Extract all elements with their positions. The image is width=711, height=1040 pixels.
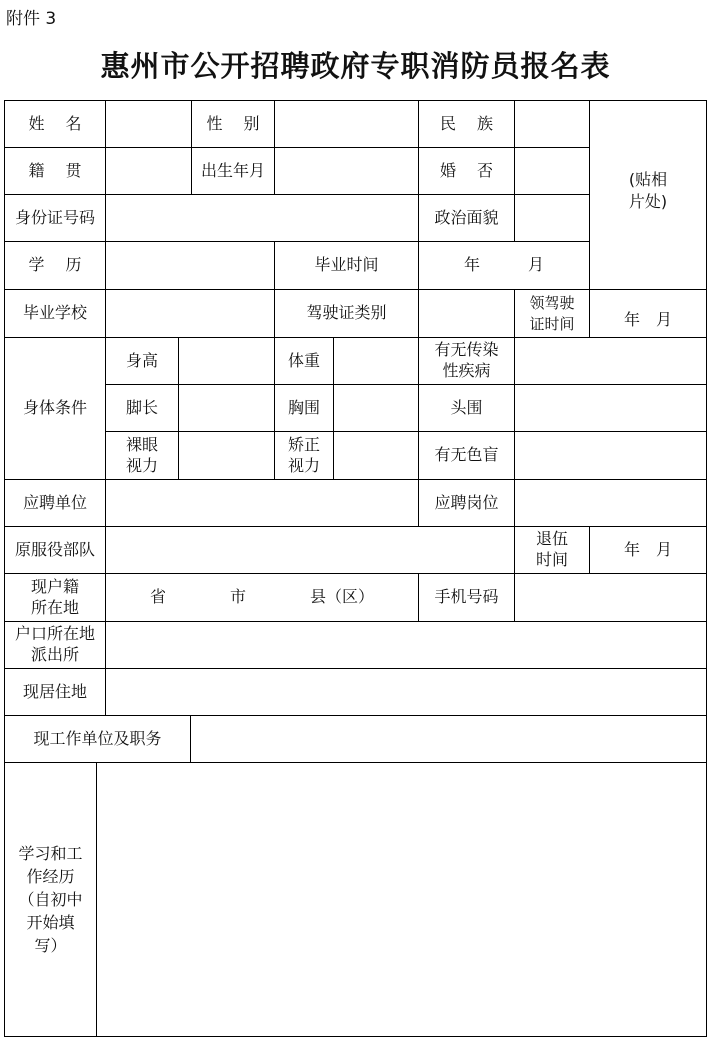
weight-label: 体重 (274, 337, 334, 385)
name-field[interactable] (105, 100, 192, 148)
experience-field[interactable] (96, 762, 707, 1037)
political-field[interactable] (514, 194, 590, 242)
id-number-label: 身份证号码 (4, 194, 106, 242)
grad-time-field[interactable]: 年 月 (418, 241, 590, 290)
discharge-time-field[interactable]: 年 月 (589, 526, 707, 574)
naked-vision-label: 裸眼 视力 (105, 431, 179, 480)
marital-label: 婚 否 (418, 147, 515, 195)
grad-school-label: 毕业学校 (4, 289, 106, 338)
height-field[interactable] (178, 337, 275, 385)
form-title: 惠州市公开招聘政府专职消防员报名表 (100, 49, 611, 83)
former-unit-field[interactable] (105, 526, 515, 574)
work-unit-field[interactable] (190, 715, 707, 763)
police-station-field[interactable] (105, 621, 707, 669)
residence-field[interactable] (105, 668, 707, 716)
gender-field[interactable] (274, 100, 419, 148)
residence-label: 现居住地 (4, 668, 106, 716)
weight-field[interactable] (333, 337, 419, 385)
political-label: 政治面貌 (418, 194, 515, 242)
foot-length-field[interactable] (178, 384, 275, 432)
chest-label: 胸围 (274, 384, 334, 432)
discharge-time-label: 退伍 时间 (514, 526, 590, 574)
license-time-label: 领驾驶 证时间 (514, 289, 590, 338)
apply-post-label: 应聘岗位 (418, 479, 515, 527)
head-field[interactable] (514, 384, 707, 432)
height-label: 身高 (105, 337, 179, 385)
native-place-label: 籍 贯 (4, 147, 106, 195)
photo-area[interactable]: (贴相 片处) (589, 100, 707, 290)
apply-unit-label: 应聘单位 (4, 479, 106, 527)
apply-post-field[interactable] (514, 479, 707, 527)
marital-field[interactable] (514, 147, 590, 195)
native-place-field[interactable] (105, 147, 192, 195)
ethnicity-label: 民 族 (418, 100, 515, 148)
name-label: 姓 名 (4, 100, 106, 148)
attachment-label: 附件 3 (6, 9, 57, 29)
birth-date-field[interactable] (274, 147, 419, 195)
gender-label: 性 别 (191, 100, 275, 148)
color-blind-label: 有无色盲 (418, 431, 515, 480)
body-condition-label: 身体条件 (4, 337, 106, 480)
naked-vision-field[interactable] (178, 431, 275, 480)
education-label: 学 历 (4, 241, 106, 290)
infectious-label: 有无传染 性疾病 (418, 337, 515, 385)
police-station-label: 户口所在地 派出所 (4, 621, 106, 669)
former-unit-label: 原服役部队 (4, 526, 106, 574)
infectious-field[interactable] (514, 337, 707, 385)
hukou-location-field[interactable]: 省 市 县（区） (105, 573, 419, 622)
foot-length-label: 脚长 (105, 384, 179, 432)
head-label: 头围 (418, 384, 515, 432)
chest-field[interactable] (333, 384, 419, 432)
license-type-label: 驾驶证类别 (274, 289, 419, 338)
color-blind-field[interactable] (514, 431, 707, 480)
id-number-field[interactable] (105, 194, 419, 242)
hukou-location-label: 现户籍 所在地 (4, 573, 106, 622)
grad-school-field[interactable] (105, 289, 275, 338)
license-type-field[interactable] (418, 289, 515, 338)
experience-label: 学习和工 作经历 （自初中 开始填 写） (4, 762, 97, 1037)
corrected-vision-field[interactable] (333, 431, 419, 480)
phone-label: 手机号码 (418, 573, 515, 622)
phone-field[interactable] (514, 573, 707, 622)
grad-time-label: 毕业时间 (274, 241, 419, 290)
license-time-field[interactable]: 年 月 (589, 289, 707, 338)
work-unit-label: 现工作单位及职务 (4, 715, 191, 763)
apply-unit-field[interactable] (105, 479, 419, 527)
education-field[interactable] (105, 241, 275, 290)
corrected-vision-label: 矫正 视力 (274, 431, 334, 480)
birth-date-label: 出生年月 (191, 147, 275, 195)
ethnicity-field[interactable] (514, 100, 590, 148)
